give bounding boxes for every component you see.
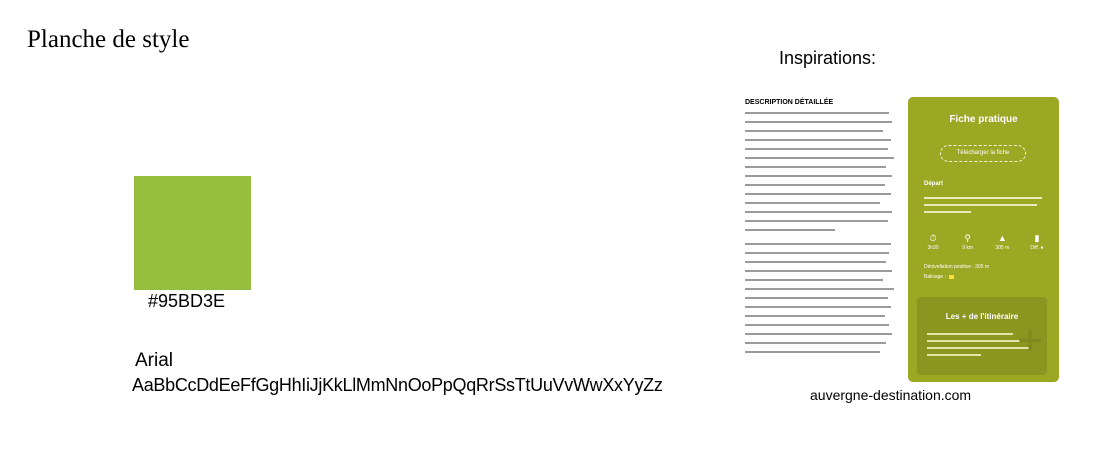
stat-elevation: [989, 233, 1015, 252]
denivelation-text: Dénivellation positive : 305 m: [924, 264, 990, 270]
text-line: [745, 121, 892, 123]
text-line: [745, 193, 891, 195]
difficulty-icon: ▮: [1034, 233, 1040, 243]
download-button: Télécharger la fiche: [940, 145, 1026, 162]
stat-duration: [920, 233, 946, 252]
plus-icon: +: [1017, 316, 1043, 365]
text-line: [745, 270, 892, 272]
text-line: [745, 333, 892, 335]
description-text: [745, 112, 895, 360]
color-swatch: [134, 176, 251, 290]
highlights-title: Les + de l'itinéraire: [945, 312, 1019, 321]
fiche-pratique-card: [908, 97, 1059, 382]
text-line: [745, 306, 891, 308]
balisage-marker: [949, 275, 954, 279]
text-line: [745, 202, 880, 204]
mountain-icon: ▲: [997, 233, 1007, 243]
depart-label: Départ: [924, 181, 944, 187]
inspiration-source: auvergne-destination.com: [810, 387, 972, 403]
text-line: [745, 315, 885, 317]
inspirations-title: Inspirations:: [779, 48, 877, 68]
text-line: [745, 157, 894, 159]
clock-icon: ⏱: [929, 233, 937, 243]
text-line: [745, 252, 889, 254]
balisage-label: Balisage :: [924, 274, 946, 280]
itinerary-highlights: [917, 297, 1047, 375]
text-line: [745, 288, 894, 290]
stat-value: 3h30: [927, 245, 939, 251]
text-line: [745, 342, 886, 344]
text-line: [745, 220, 888, 222]
stat-value: Diff. ●: [1030, 245, 1044, 251]
text-line: [745, 139, 891, 141]
text-line: [745, 148, 888, 150]
stat-difficulty: [1024, 233, 1050, 252]
text-line: [745, 112, 889, 114]
stats-row: [920, 233, 1050, 252]
balisage-row: [924, 274, 954, 280]
color-swatch-label: #95BD3E: [148, 291, 226, 311]
text-line: [745, 229, 835, 231]
text-line: [745, 175, 892, 177]
card-title: Fiche pratique: [949, 114, 1018, 125]
text-line: [745, 261, 886, 263]
inspiration-image: [742, 94, 1060, 382]
stat-distance: [955, 233, 981, 252]
text-line: [745, 184, 885, 186]
text-line: [745, 130, 883, 132]
description-title: DESCRIPTION DÉTAILLÉE: [745, 99, 834, 106]
font-name: Arial: [135, 350, 174, 371]
route-icon: ⚲: [964, 233, 971, 243]
text-line: [745, 297, 888, 299]
text-line: [745, 279, 883, 281]
text-line: [745, 166, 886, 168]
font-sample: AaBbCcDdEeFfGgHhIiJjKkLlMmNnOoPpQqRrSsTtUuVvWwXxYyZz: [132, 375, 663, 395]
text-line: [745, 243, 891, 245]
stat-value: 305 m: [995, 245, 1010, 251]
page-title: Planche de style: [27, 26, 190, 53]
text-line: [745, 324, 889, 326]
depart-text: [924, 197, 1042, 218]
stat-value: 9 km: [962, 245, 974, 251]
text-line: [745, 351, 880, 353]
text-line: [745, 211, 892, 213]
